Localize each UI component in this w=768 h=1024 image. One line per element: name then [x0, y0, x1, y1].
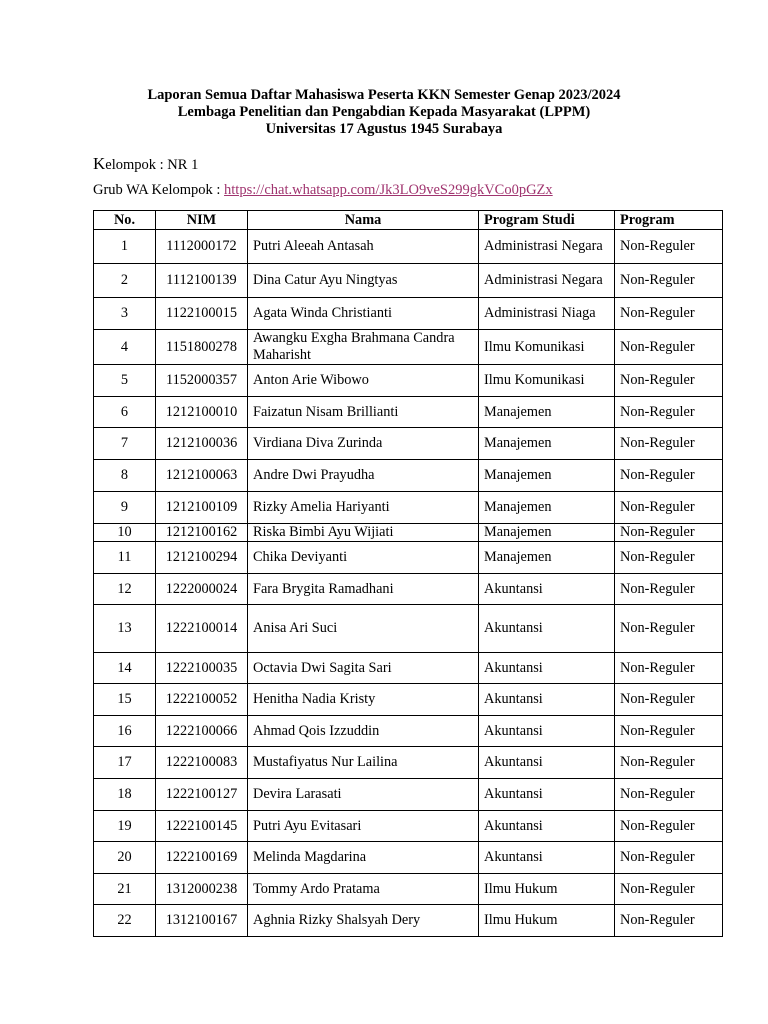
cell-program-studi: Akuntansi	[479, 747, 615, 779]
cell-nama: Aghnia Rizky Shalsyah Dery	[248, 905, 479, 937]
table-row	[94, 542, 723, 574]
cell-nama: Rizky Amelia Hariyanti	[248, 492, 479, 524]
cell-nama: Chika Deviyanti	[248, 542, 479, 574]
cell-nim: 1222100014	[156, 605, 248, 653]
cell-nim: 1222100052	[156, 684, 248, 716]
cell-no: 5	[94, 365, 156, 397]
table-header-row	[94, 211, 723, 230]
cell-nama: Awangku Exgha Brahmana Candra Maharisht	[248, 330, 479, 365]
table-row	[94, 842, 723, 874]
cell-no: 20	[94, 842, 156, 874]
cell-no: 11	[94, 542, 156, 574]
cell-nama: Henitha Nadia Kristy	[248, 684, 479, 716]
cell-program-studi: Manajemen	[479, 542, 615, 574]
cell-nama: Dina Catur Ayu Ningtyas	[248, 264, 479, 298]
cell-nim: 1212100010	[156, 397, 248, 428]
cell-program-studi: Ilmu Hukum	[479, 874, 615, 905]
cell-program-studi: Akuntansi	[479, 684, 615, 716]
table-row	[94, 874, 723, 905]
cell-program-studi: Ilmu Komunikasi	[479, 365, 615, 397]
cell-no: 21	[94, 874, 156, 905]
cell-nim: 1212100294	[156, 542, 248, 574]
cell-nama: Anton Arie Wibowo	[248, 365, 479, 397]
cell-program: Non-Reguler	[615, 492, 723, 524]
cell-no: 16	[94, 716, 156, 747]
institution-name: Lembaga Penelitian dan Pengabdian Kepada Masyarakat (LPPM)	[177, 104, 591, 120]
col-header-program-studi: Program Studi	[479, 211, 615, 230]
table-row	[94, 684, 723, 716]
cell-nama: Virdiana Diva Zurinda	[248, 428, 479, 460]
table-row	[94, 298, 723, 330]
col-header-nama: Nama	[248, 211, 479, 230]
cell-nama: Agata Winda Christianti	[248, 298, 479, 330]
cell-program: Non-Reguler	[615, 842, 723, 874]
cell-program: Non-Reguler	[615, 716, 723, 747]
cell-program: Non-Reguler	[615, 684, 723, 716]
table-row	[94, 716, 723, 747]
cell-nama: Putri Ayu Evitasari	[248, 811, 479, 842]
cell-nim: 1222100083	[156, 747, 248, 779]
cell-no: 2	[94, 264, 156, 298]
group-label-initial: K	[93, 154, 106, 173]
cell-program-studi: Akuntansi	[479, 779, 615, 811]
cell-nama: Melinda Magdarina	[248, 842, 479, 874]
cell-nama: Putri Aleeah Antasah	[248, 230, 479, 264]
cell-program: Non-Reguler	[615, 574, 723, 605]
cell-program-studi: Akuntansi	[479, 574, 615, 605]
cell-program: Non-Reguler	[615, 605, 723, 653]
cell-no: 14	[94, 653, 156, 684]
col-header-program: Program	[615, 211, 723, 230]
col-header-nim: NIM	[156, 211, 248, 230]
cell-program-studi: Manajemen	[479, 492, 615, 524]
cell-no: 15	[94, 684, 156, 716]
cell-program: Non-Reguler	[615, 264, 723, 298]
cell-nim: 1212100063	[156, 460, 248, 492]
table-row	[94, 905, 723, 937]
cell-program: Non-Reguler	[615, 542, 723, 574]
cell-program: Non-Reguler	[615, 460, 723, 492]
wa-group-link[interactable]: https://chat.whatsapp.com/Jk3LO9veS299gkVCo0pGZx	[224, 182, 553, 198]
cell-nim: 1212100109	[156, 492, 248, 524]
table-row	[94, 460, 723, 492]
cell-nama: Octavia Dwi Sagita Sari	[248, 653, 479, 684]
cell-nim: 1312000238	[156, 874, 248, 905]
cell-program-studi: Ilmu Hukum	[479, 905, 615, 937]
cell-program: Non-Reguler	[615, 874, 723, 905]
cell-program: Non-Reguler	[615, 653, 723, 684]
cell-no: 1	[94, 230, 156, 264]
report-header	[0, 87, 768, 138]
wa-group-label: Grub WA Kelompok :	[93, 182, 225, 198]
table-row	[94, 230, 723, 264]
cell-program-studi: Akuntansi	[479, 811, 615, 842]
cell-nama: Ahmad Qois Izzuddin	[248, 716, 479, 747]
cell-nim: 1222100169	[156, 842, 248, 874]
cell-nim: 1222100035	[156, 653, 248, 684]
table-row	[94, 524, 723, 542]
cell-nama: Tommy Ardo Pratama	[248, 874, 479, 905]
cell-nim: 1222100127	[156, 779, 248, 811]
cell-program: Non-Reguler	[615, 747, 723, 779]
cell-no: 6	[94, 397, 156, 428]
cell-program-studi: Akuntansi	[479, 716, 615, 747]
cell-nim: 1312100167	[156, 905, 248, 937]
cell-program: Non-Reguler	[615, 330, 723, 365]
cell-nim: 1112000172	[156, 230, 248, 264]
cell-nim: 1152000357	[156, 365, 248, 397]
cell-program: Non-Reguler	[615, 524, 723, 542]
cell-program: Non-Reguler	[615, 811, 723, 842]
table-row	[94, 653, 723, 684]
table-row	[94, 330, 723, 365]
cell-nim: 1151800278	[156, 330, 248, 365]
cell-program-studi: Administrasi Negara	[479, 230, 615, 264]
cell-program-studi: Manajemen	[479, 524, 615, 542]
cell-program: Non-Reguler	[615, 298, 723, 330]
cell-nim: 1222100145	[156, 811, 248, 842]
wa-group-line	[93, 182, 553, 199]
cell-nama: Faizatun Nisam Brillianti	[248, 397, 479, 428]
cell-program-studi: Manajemen	[479, 397, 615, 428]
cell-nim: 1212100162	[156, 524, 248, 542]
table-row	[94, 264, 723, 298]
cell-no: 4	[94, 330, 156, 365]
cell-program: Non-Reguler	[615, 905, 723, 937]
report-title: Laporan Semua Daftar Mahasiswa Peserta KKN Semester Genap 2023/2024	[147, 87, 621, 103]
cell-program-studi: Ilmu Komunikasi	[479, 330, 615, 365]
cell-program: Non-Reguler	[615, 365, 723, 397]
cell-nama: Fara Brygita Ramadhani	[248, 574, 479, 605]
table-row	[94, 779, 723, 811]
table-row	[94, 574, 723, 605]
cell-program: Non-Reguler	[615, 397, 723, 428]
table-row	[94, 397, 723, 428]
cell-nama: Mustafiyatus Nur Lailina	[248, 747, 479, 779]
cell-no: 19	[94, 811, 156, 842]
cell-no: 7	[94, 428, 156, 460]
cell-nim: 1222000024	[156, 574, 248, 605]
cell-no: 10	[94, 524, 156, 542]
table-row	[94, 811, 723, 842]
cell-no: 3	[94, 298, 156, 330]
cell-nama: Anisa Ari Suci	[248, 605, 479, 653]
cell-no: 8	[94, 460, 156, 492]
cell-program: Non-Reguler	[615, 230, 723, 264]
cell-program-studi: Administrasi Niaga	[479, 298, 615, 330]
cell-nim: 1212100036	[156, 428, 248, 460]
cell-program-studi: Manajemen	[479, 428, 615, 460]
table-row	[94, 365, 723, 397]
cell-program-studi: Akuntansi	[479, 605, 615, 653]
group-label-rest: elompok : NR 1	[105, 157, 199, 173]
student-table	[93, 210, 723, 937]
cell-program-studi: Akuntansi	[479, 842, 615, 874]
cell-nama: Andre Dwi Prayudha	[248, 460, 479, 492]
university-name: Universitas 17 Agustus 1945 Surabaya	[265, 121, 503, 137]
cell-nim: 1112100139	[156, 264, 248, 298]
cell-program: Non-Reguler	[615, 779, 723, 811]
cell-program: Non-Reguler	[615, 428, 723, 460]
table-row	[94, 605, 723, 653]
cell-no: 17	[94, 747, 156, 779]
table-row	[94, 428, 723, 460]
table-body	[94, 230, 723, 937]
cell-nim: 1122100015	[156, 298, 248, 330]
cell-no: 12	[94, 574, 156, 605]
cell-nim: 1222100066	[156, 716, 248, 747]
cell-program-studi: Akuntansi	[479, 653, 615, 684]
table-row	[94, 747, 723, 779]
cell-program-studi: Administrasi Negara	[479, 264, 615, 298]
cell-no: 9	[94, 492, 156, 524]
cell-no: 13	[94, 605, 156, 653]
cell-no: 18	[94, 779, 156, 811]
cell-no: 22	[94, 905, 156, 937]
cell-program-studi: Manajemen	[479, 460, 615, 492]
table-row	[94, 492, 723, 524]
cell-nama: Riska Bimbi Ayu Wijiati	[248, 524, 479, 542]
cell-nama: Devira Larasati	[248, 779, 479, 811]
col-header-no: No.	[94, 211, 156, 230]
group-label	[93, 154, 198, 174]
